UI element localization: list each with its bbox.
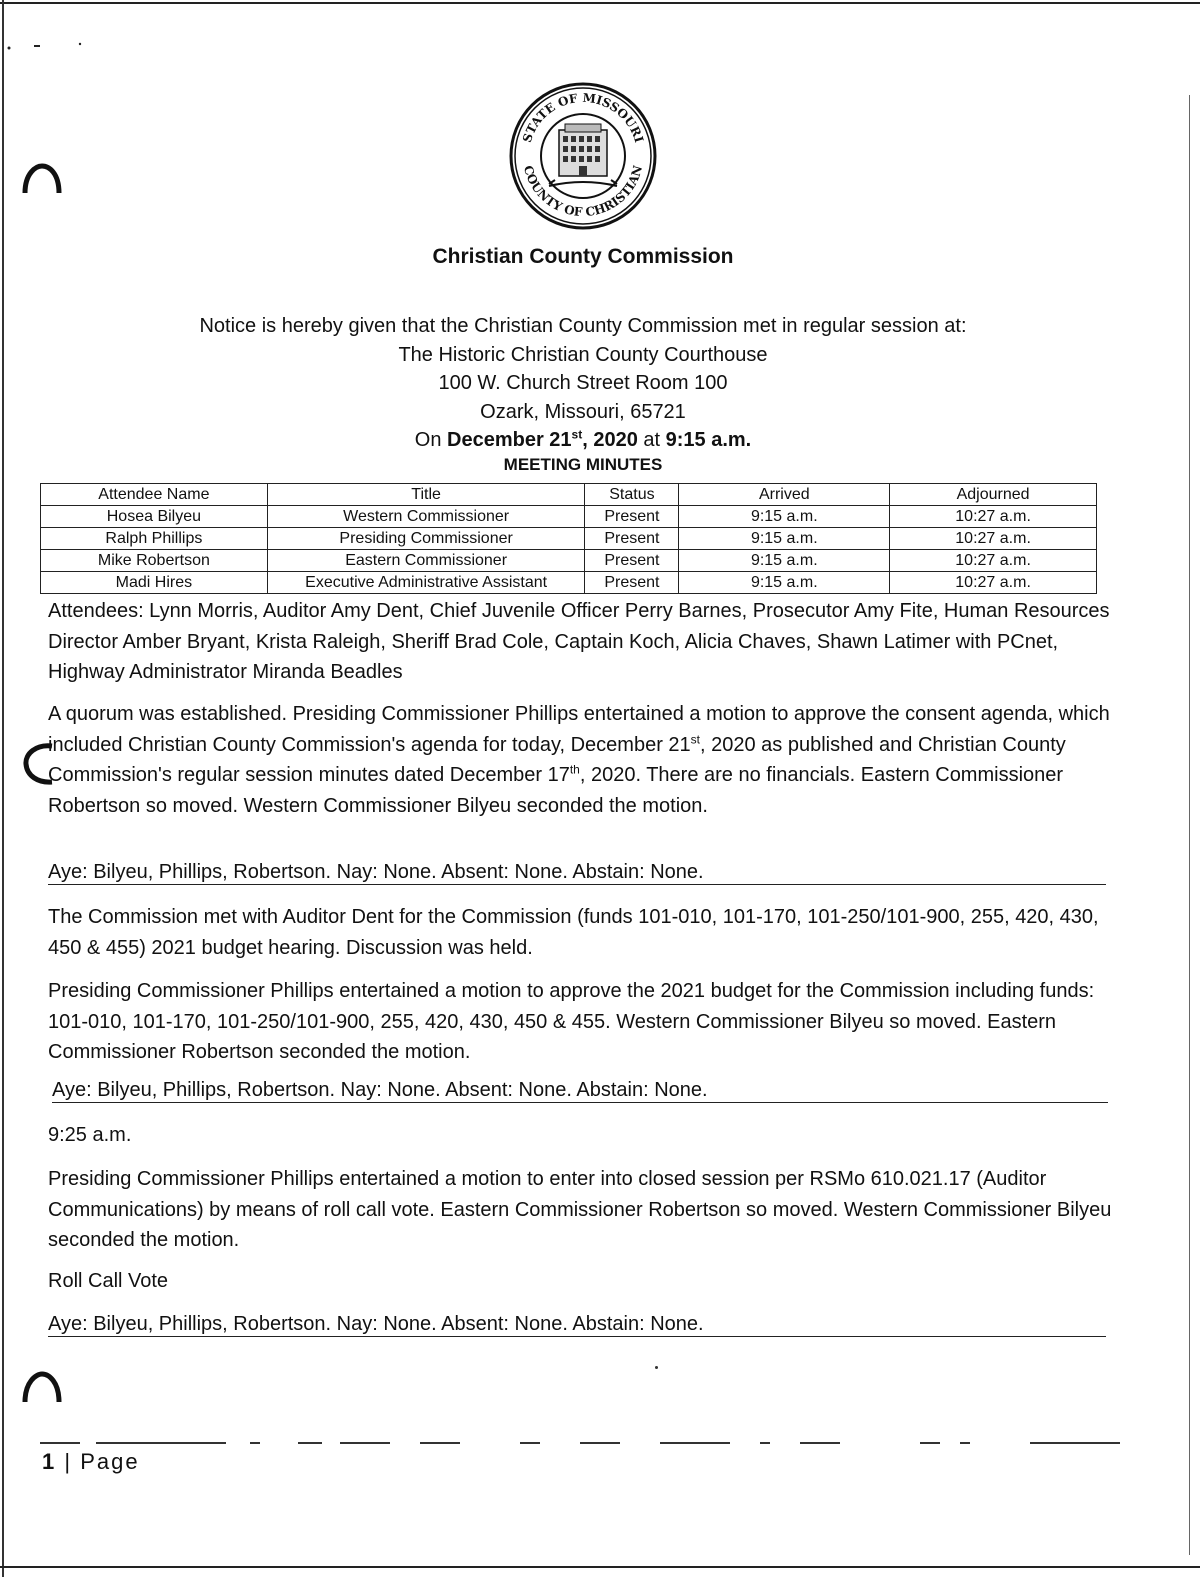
budget-hearing-paragraph: The Commission met with Auditor Dent for the Commission (funds 101-010, 101-170, 101-250/101-900, 255, 420, 430, 450 & 455) 2021 budget hearing. Discussion was held. xyxy=(48,906,1099,959)
attendee-status: Present xyxy=(585,572,679,594)
scan-border-bottom xyxy=(0,1566,1200,1568)
column-header: Adjourned xyxy=(890,484,1097,506)
table-row xyxy=(41,528,1097,550)
table-row xyxy=(41,572,1097,594)
scan-border-right xyxy=(1189,95,1190,1555)
arrived-time: 9:15 a.m. xyxy=(679,506,890,528)
courthouse-name: The Historic Christian County Courthouse xyxy=(398,343,768,366)
adjourned-time: 10:27 a.m. xyxy=(890,528,1097,550)
svg-text:COUNTY OF CHRISTIAN: COUNTY OF CHRISTIAN xyxy=(520,163,646,220)
table-header-row xyxy=(41,484,1097,506)
attendee-name: Ralph Phillips xyxy=(41,528,268,550)
county-seal xyxy=(509,82,657,230)
attendee-title: Western Commissioner xyxy=(267,506,585,528)
closed-session-paragraph: Presiding Commissioner Phillips entertained a motion to enter into closed session per RSMo 610.021.17 (Auditor Communications) by means of roll call vote. Eastern Commissioner Robertson so moved. Western Commissioner Bilyeu seconded the motion. xyxy=(48,1168,1112,1251)
table-row xyxy=(41,506,1097,528)
meeting-time: 9:15 a.m. xyxy=(665,429,752,451)
attendee-title: Presiding Commissioner xyxy=(267,528,585,550)
quorum-paragraph: A quorum was established. Presiding Commissioner Phillips entertained a motion to approve the consent agenda, which included Christian County Commission's agenda for today, December 21st, 2020 as published and Christian County Commission's regular session minutes dated December 17th, 2020. There are no financials. Eastern Commissioner Robertson so moved. Western Commissioner Bilyeu seconded the motion. xyxy=(48,703,1110,817)
time-stamp: 9:25 a.m. xyxy=(48,1124,132,1146)
attendee-title: Executive Administrative Assistant xyxy=(267,572,585,594)
attendance-table xyxy=(40,483,1097,594)
notice-line: Notice is hereby given that the Christian County Commission met in regular session at: xyxy=(199,315,967,337)
attendee-status: Present xyxy=(585,506,679,528)
arrived-time: 9:15 a.m. xyxy=(679,572,890,594)
street-address: 100 W. Church Street Room 100 xyxy=(438,372,728,394)
attendee-name: Mike Robertson xyxy=(41,550,268,572)
page-number: 1 | Page xyxy=(42,1449,140,1474)
column-header: Title xyxy=(267,484,585,506)
footer-rule xyxy=(40,1440,1120,1446)
document-title: Christian County Commission xyxy=(432,245,734,268)
column-header: Attendee Name xyxy=(41,484,268,506)
arrived-time: 9:15 a.m. xyxy=(679,550,890,572)
attendees-paragraph: Attendees: Lynn Morris, Auditor Amy Dent, Chief Juvenile Officer Perry Barnes, Prosecutor Amy Fite, Human Resources Director Amber Bryant, Krista Raleigh, Sheriff Brad Cole, Captain Koch, Alicia Chaves, Shawn Latimer with PCnet, Highway Administrator Miranda Beadles xyxy=(48,600,1110,683)
city-state-zip: Ozark, Missouri, 65721 xyxy=(480,400,686,423)
arrived-time: 9:15 a.m. xyxy=(679,528,890,550)
attendee-name: Madi Hires xyxy=(41,572,268,594)
table-row xyxy=(41,550,1097,572)
column-header: Arrived xyxy=(679,484,890,506)
svg-text:STATE OF MISSOURI: STATE OF MISSOURI xyxy=(519,90,647,145)
vote-result: Aye: Bilyeu, Phillips, Robertson. Nay: None. Absent: None. Abstain: None. xyxy=(52,1078,1108,1103)
attendee-status: Present xyxy=(585,550,679,572)
attendee-name: Hosea Bilyeu xyxy=(41,506,268,528)
vote-result: Aye: Bilyeu, Phillips, Robertson. Nay: None. Absent: None. Abstain: None. xyxy=(48,860,1106,885)
adjourned-time: 10:27 a.m. xyxy=(890,572,1097,594)
scan-border-left xyxy=(2,0,4,1577)
scan-specks xyxy=(6,40,86,52)
column-header: Status xyxy=(585,484,679,506)
roll-call-label: Roll Call Vote xyxy=(48,1270,169,1292)
hole-punch-icon xyxy=(22,163,62,199)
scan-speck xyxy=(655,1366,658,1369)
adjourned-time: 10:27 a.m. xyxy=(890,506,1097,528)
attendee-status: Present xyxy=(585,528,679,550)
meeting-date: December 21st, 2020 xyxy=(447,427,638,451)
scan-border-top xyxy=(0,2,1200,4)
minutes-heading: MEETING MINUTES xyxy=(503,455,663,474)
vote-result: Aye: Bilyeu, Phillips, Robertson. Nay: None. Absent: None. Abstain: None. xyxy=(48,1312,1106,1337)
meeting-date-time: On December 21st, 2020 at 9:15 a.m. xyxy=(414,427,752,451)
adjourned-time: 10:27 a.m. xyxy=(890,550,1097,572)
meeting-notice xyxy=(0,312,1166,455)
attendee-title: Eastern Commissioner xyxy=(267,550,585,572)
budget-motion-paragraph: Presiding Commissioner Phillips entertained a motion to approve the 2021 budget for the Commission including funds: 101-010, 101-170, 101-250/101-900, 255, 420, 430, 450 & 455. Western Commissioner Bilyeu so moved. Eastern Commissioner Robertson seconded the motion. xyxy=(48,980,1095,1063)
hole-punch-icon xyxy=(22,1370,62,1406)
